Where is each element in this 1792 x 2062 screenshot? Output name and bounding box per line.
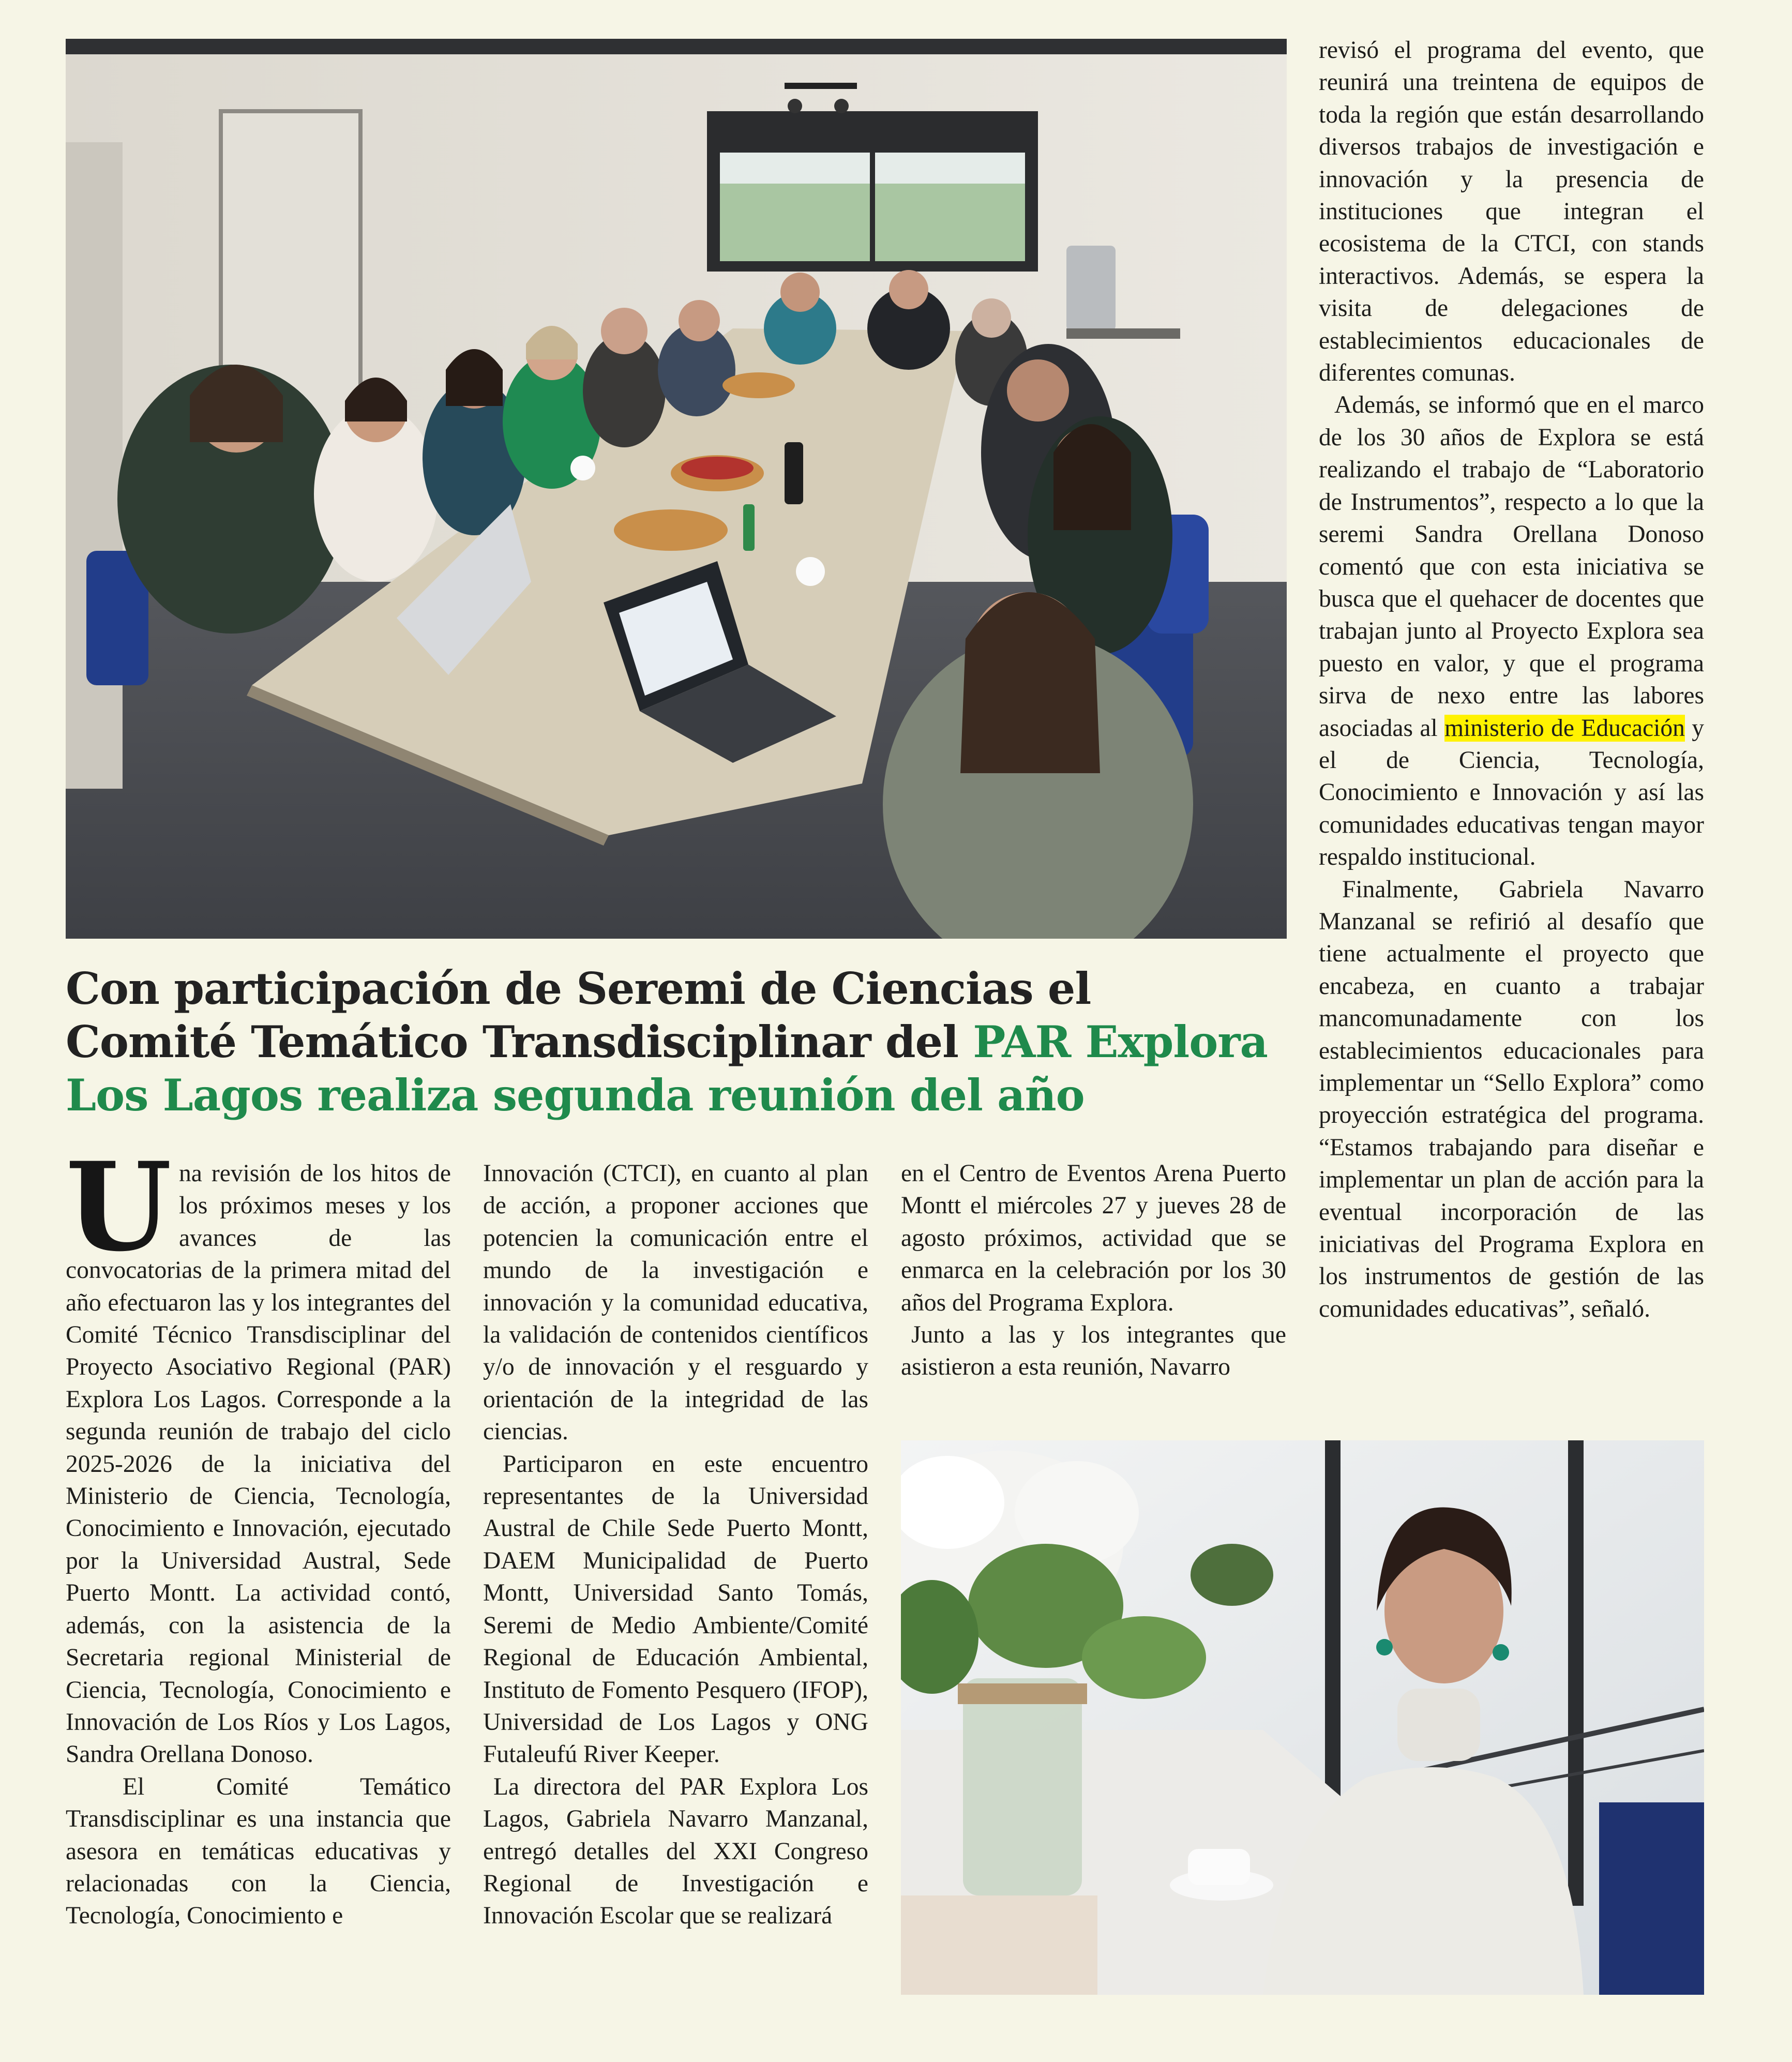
- article-paragraph: La directora del PAR Explora Los Lagos, Gabriela Navarro Manzanal, entregó detalles del XXI Congreso Regional de Investigación e Innovación Escolar que se realizará: [483, 1773, 868, 1930]
- paragraph-text: y el de Ciencia, Tecnología, Conocimiento e Innovación y así las comunidades educativas tengan mayor respaldo institucional.: [1319, 714, 1705, 871]
- article-paragraph: Junto a las y los integrantes que asistieron a esta reunión, Navarro: [901, 1321, 1286, 1381]
- headline-line-1: Con participación de Seremi de Ciencias el: [66, 963, 1091, 1014]
- article-column-4: [1319, 34, 1704, 1325]
- meeting-photo: [66, 39, 1287, 939]
- headline-line-3: Los Lagos realiza segunda reunión del año: [66, 1070, 1085, 1121]
- article-paragraph: en el Centro de Eventos Arena Puerto Montt el miércoles 27 y jueves 28 de agosto próximos, actividad que se enmarca en la celebración por los 30 años del Programa Explora.: [901, 1160, 1286, 1316]
- article-paragraph: [1319, 389, 1704, 873]
- paragraph-text: Además, se informó que en el marco de los 30 años de Explora se está realizando el trabajo de “Laboratorio de Instrumentos”, respecto a lo que la seremi Sandra Orellana Donoso comentó que con esta iniciativa se busca que el quehacer de docentes que trabajan junto al Proyecto Explora sea puesto en valor, y que el programa sirva de nexo entre las labores asociadas al: [1319, 392, 1704, 742]
- article-paragraph: Finalmente, Gabriela Navarro Manzanal se refirió al desafío que tiene actualmente el proyecto que encabeza, en cuanto a trabajar mancomunadamente con los establecimientos educacionales para implementar un “Sello Explora” como proyección estratégica del programa. “Estamos trabajando para diseñar e implementar un plan de acción para la eventual incorporación de las iniciativas del Programa Explora en los instrumentos de gestión de las comunidades educativas”, señaló.: [1319, 876, 1704, 1322]
- article-paragraph: Innovación (CTCI), en cuanto al plan de acción, a proponer acciones que potencien la comunicación entre el mundo de la investigación e innovación y la comunidad educativa, la validación de contenidos científicos y/o de innovación y el resguardo y orientación de la integridad de las ciencias.: [483, 1160, 868, 1446]
- article-headline: [66, 962, 1307, 1122]
- portrait-photo-illustration: [901, 1440, 1704, 1995]
- headline-line-2: Comité Temático Transdisciplinar del: [66, 1016, 973, 1067]
- highlighted-text: ministerio de Educación: [1444, 714, 1685, 742]
- article-paragraph: El Comité Temático Transdisciplinar es una instancia que asesora en temáticas educativas y relacionadas con la Ciencia, Tecnología, Conocimiento e: [66, 1773, 451, 1930]
- article-paragraph: [66, 1136, 451, 1771]
- article-paragraph: revisó el programa del evento, que reunirá una treintena de equipos de toda la región que están desarrollando diversos trabajos de investigación e innovación y la presencia de instituciones que integran el ecosistema de la CTCI, con stands interactivos. Además, se espera la visita de delegaciones de establecimientos educacionales de diferentes comunas.: [1319, 37, 1704, 387]
- paragraph-text: na revisión de los hitos de los próximos meses y los avances de las convocatorias de la primera mitad del año efectuaron las y los integrantes del Comité Técnico Transdisciplinar del Proyecto Asociativo Regional (PAR) Explora Los Lagos. Corresponde a la segunda reunión de trabajo del ciclo 2025-2026 de la iniciativa del Ministerio de Ciencia, Tecnología, Conocimiento e Innovación, ejecutado por la Universidad Austral, Sede Puerto Montt. La actividad contó, además, con la asistencia de la Secretaria regional Ministerial de Ciencia, Tecnología, Conocimiento e Innovación de Los Ríos y Los Lagos, Sandra Orellana Donoso.: [66, 1160, 451, 1768]
- article-column-2: [483, 1157, 868, 1932]
- meeting-photo-illustration: [66, 39, 1287, 939]
- article-paragraph: Participaron en este encuentro representantes de la Universidad Austral de Chile Sede Puerto Montt, DAEM Municipalidad de Puerto Montt, Universidad Santo Tomás, Seremi de Medio Ambiente/Comité Regional de Educación Ambiental, Instituto de Fomento Pesquero (IFOP), Universidad de Los Lagos y ONG Futaleufú River Keeper.: [483, 1450, 868, 1768]
- portrait-photo: [901, 1440, 1704, 1995]
- drop-cap: U: [66, 1136, 172, 1278]
- article-column-3: [901, 1157, 1286, 1383]
- article-column-1: [66, 1136, 451, 1932]
- headline-accent-par-explora: PAR Explora: [973, 1016, 1268, 1067]
